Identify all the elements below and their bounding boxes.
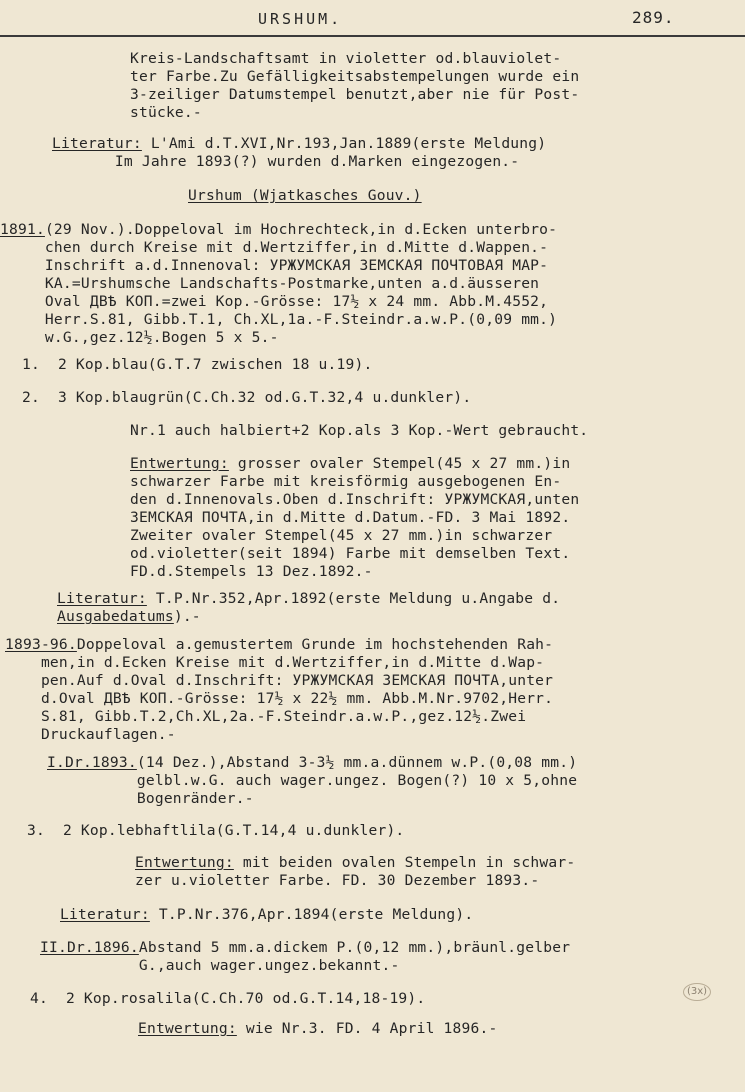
text-segment: wie Nr.3. FD. 4 April 1896.- [236,1020,498,1037]
underlined-term: 1893-96. [5,636,77,653]
underlined-term: Entwertung: [130,455,229,472]
text-segment: T.P.Nr.352,Apr.1892(erste Meldung u.Angabe d. [146,590,561,607]
underlined-term: Literatur: [52,135,142,152]
issue1891-line: Oval ДВѢ КОП.=zwei Kop.-Grösse: 17½ x 24 mm. Abb.M.4552, [0,293,549,310]
text-segment: Doppeloval a.gemustertem Grunde im hochstehenden Rah- [76,636,554,653]
item1-line: 1. 2 Kop.blau(G.T.7 zwischen 18 u.19). [22,356,373,373]
pencil-annotation: (3x) [683,983,711,1001]
text-segment: L'Ami d.T.XVI,Nr.193,Jan.1889(erste Meldung) [141,135,547,152]
entw1-line: od.violetter(seit 1894) Farbe mit demselben Text. [130,545,571,562]
item3-line: 3. 2 Kop.lebhaftlila(G.T.14,4 u.dunkler). [27,822,405,839]
issue1893-line: Druckauflagen.- [5,726,176,743]
intro-line: stücke.- [130,104,202,121]
issue1891-line [0,221,557,239]
page-number: 289. [632,8,675,27]
halbiert-line: Nr.1 auch halbiert+2 Kop.als 3 Kop.-Wert gebraucht. [130,422,589,439]
entw1-line: ЗЕМСКАЯ ПОЧТА,in d.Mitte d.Datum.-FD. 3 Mai 1892. [130,509,571,526]
issue1893-line: men,in d.Ecken Kreise mit d.Wertziffer,in d.Mitte d.Wap- [5,654,545,671]
issue1893-line: d.Oval ДВѢ КОП.-Grösse: 17½ x 22½ mm. Abb.M.Nr.9702,Herr. [5,690,554,707]
text-segment: mit beiden ovalen Stempeln in schwar- [233,854,576,871]
entw1-line: FD.d.Stempels 13 Dez.1892.- [130,563,373,580]
underlined-term: Urshum (Wjatkasches Gouv.) [188,187,422,204]
text-segment: Abstand 5 mm.a.dickem P.(0,12 mm.),bräunl.gelber [138,939,571,956]
page-header [0,6,745,40]
text-segment: (14 Dez.),Abstand 3-3½ mm.a.dünnem w.P.(0,08 mm.) [136,754,578,771]
issue1891-line: КА.=Urshumsche Landschafts-Postmarke,unten a.d.äusseren [0,275,540,292]
intro-line: 3-zeiliger Datumstempel benutzt,aber nie für Post- [130,86,580,103]
underlined-term: Literatur: [57,590,147,607]
section-line [188,187,422,205]
dr2-line: G.,auch wager.ungez.bekannt.- [40,957,400,974]
text-segment: grosser ovaler Stempel(45 x 27 mm.)in [228,455,571,472]
issue1891-line: chen durch Kreise mit d.Wertziffer,in d.Mitte d.Wappen.- [0,239,549,256]
underlined-term: Ausgabedatums [57,608,174,625]
dr1-line: Bogenränder.- [47,790,254,807]
entw2-line: zer u.violetter Farbe. FD. 30 Dezember 1893.- [135,872,540,889]
issue1891-line: w.G.,gez.12½.Bogen 5 x 5.- [0,329,279,346]
entw3-line [138,1020,497,1038]
issue1891-line: Herr.S.81, Gibb.T.1, Ch.XL,1a.-F.Steindr.a.w.P.(0,09 mm.) [0,311,558,328]
item2-line: 2. 3 Kop.blaugrün(C.Ch.32 od.G.T.32,4 u.dunkler). [22,389,472,406]
entw1-line: Zweiter ovaler Stempel(45 x 27 mm.)in schwarzer [130,527,553,544]
underlined-term: I.Dr.1893. [47,754,137,771]
lit2-line [57,590,560,608]
issue1893-line: S.81, Gibb.T.2,Ch.XL,2a.-F.Steindr.a.w.P.,gez.12½.Zwei [5,708,527,725]
dr2-line [40,939,570,957]
issue1893-line [5,636,553,654]
lit1-line: Im Jahre 1893(?) wurden d.Marken eingezogen.- [52,153,520,170]
text-segment: T.P.Nr.376,Apr.1894(erste Meldung). [149,906,474,923]
page-title: URSHUM. [258,10,343,28]
underlined-term: Entwertung: [135,854,234,871]
entw2-line [135,854,575,872]
lit1-line [52,135,546,153]
underlined-term: Literatur: [60,906,150,923]
text-segment: ).- [173,608,201,625]
dr1-line: gelbl.w.G. auch wager.ungez. Bogen(?) 10 x 5,ohne [47,772,578,789]
entw1-line: schwarzer Farbe mit kreisförmig ausgebogenen En- [130,473,562,490]
entw1-line: den d.Innenovals.Oben d.Inschrift: УРЖУМСКАЯ,unten [130,491,580,508]
entw1-line [130,455,570,473]
item4-line: 4. 2 Kop.rosalila(C.Ch.70 od.G.T.14,18-19). [30,990,426,1007]
underlined-term: 1891. [0,221,45,238]
lit2-line [57,608,201,626]
underlined-term: II.Dr.1896. [40,939,139,956]
dr1-line [47,754,577,772]
issue1891-line: Inschrift a.d.Innenoval: УРЖУМСКАЯ ЗЕМСКАЯ ПОЧТОВАЯ МАР- [0,257,549,274]
underlined-term: Entwertung: [138,1020,237,1037]
text-segment: (29 Nov.).Doppeloval im Hochrechteck,in d.Ecken unterbro- [44,221,558,238]
header-rule [0,35,745,37]
lit3-line [60,906,473,924]
intro-line: ter Farbe.Zu Gefälligkeitsabstempelungen wurde ein [130,68,580,85]
intro-line: Kreis-Landschaftsamt in violetter od.blauviolet- [130,50,562,67]
issue1893-line: pen.Auf d.Oval d.Inschrift: УРЖУМСКАЯ ЗЕМСКАЯ ПОЧТА,unter [5,672,554,689]
